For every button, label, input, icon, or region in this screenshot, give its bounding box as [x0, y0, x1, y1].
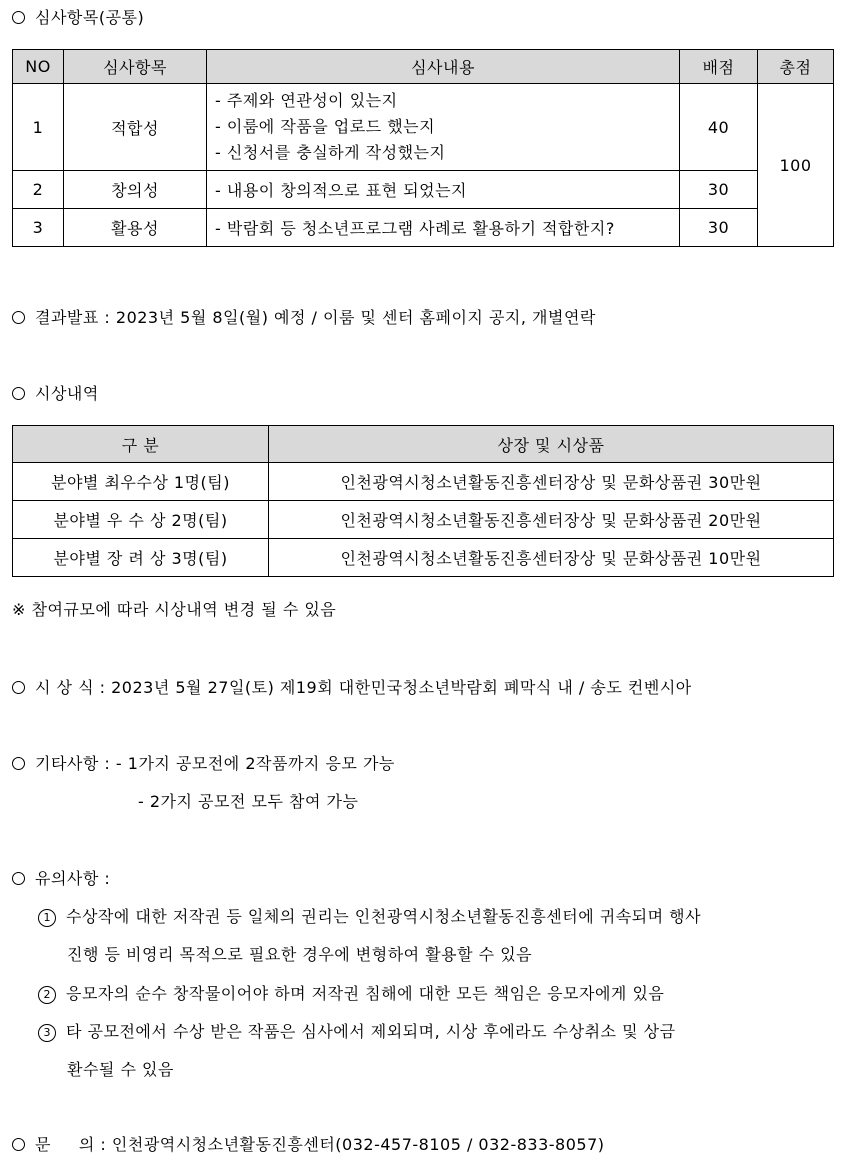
award-category: 분야별 장 려 상 3명(팀) [13, 539, 269, 577]
awards-title: 시상내역 [35, 384, 99, 403]
header-item: 심사항목 [64, 50, 207, 84]
row-item: 활용성 [64, 209, 207, 247]
table-row [13, 209, 834, 247]
row-content [207, 84, 680, 171]
circle-bullet-icon [12, 311, 25, 324]
row-content: - 박람회 등 청소년프로그램 사례로 활용하기 적합한지? [207, 209, 680, 247]
awards-heading [12, 383, 99, 405]
notice-label: 유의사항 : [35, 869, 111, 888]
notice-heading [12, 868, 110, 890]
award-category: 분야별 최우수상 1명(팀) [13, 463, 269, 501]
circle-bullet-icon [12, 872, 25, 885]
awards-table [12, 425, 834, 577]
etc-label: 기타사항 : [35, 754, 111, 773]
table-row [13, 539, 834, 577]
circled-number-icon: 3 [38, 1024, 56, 1042]
notice-line: 진행 등 비영리 목적으로 필요한 경우에 변형하여 활용할 수 있음 [67, 945, 533, 964]
criteria-table [12, 49, 834, 247]
circled-number-icon: 2 [38, 986, 56, 1004]
etc-heading [12, 753, 395, 775]
ceremony-text: 시 상 식 : 2023년 5월 27일(토) 제19회 대한민국청소년박람회 폐막식 내 / 송도 컨벤시아 [35, 678, 692, 697]
table-row [13, 463, 834, 501]
awards-note: ※ 참여규모에 따라 시상내역 변경 될 수 있음 [12, 600, 337, 619]
award-prize: 인천광역시청소년활동진흥센터장상 및 문화상품권 10만원 [269, 539, 834, 577]
notice-item [38, 906, 701, 928]
award-prize: 인천광역시청소년활동진흥센터장상 및 문화상품권 30만원 [269, 463, 834, 501]
circle-bullet-icon [12, 1138, 25, 1151]
circle-bullet-icon [12, 757, 25, 770]
row-no: 2 [13, 171, 64, 209]
header-category: 구 분 [13, 426, 269, 463]
ceremony-info [12, 677, 692, 699]
criteria-heading [12, 7, 144, 29]
circle-bullet-icon [12, 387, 25, 400]
result-text: 결과발표 : 2023년 5월 8일(월) 예정 / 이룸 및 센터 홈페이지 공지, 개별연락 [35, 308, 596, 327]
header-total: 총점 [758, 50, 834, 84]
circle-bullet-icon [12, 681, 25, 694]
header-prize: 상장 및 시상품 [269, 426, 834, 463]
notice-item [38, 1021, 676, 1043]
etc-item: - 1가지 공모전에 2작품까지 응모 가능 [115, 754, 395, 773]
notice-line: 수상작에 대한 저작권 등 일체의 권리는 인천광역시청소년활동진흥센터에 귀속되며 행사 [66, 907, 702, 926]
row-item: 적합성 [64, 84, 207, 171]
award-category: 분야별 우 수 상 2명(팀) [13, 501, 269, 539]
header-score: 배점 [680, 50, 758, 84]
etc-item: - 2가지 공모전 모두 참여 가능 [138, 792, 359, 811]
notice-line: 타 공모전에서 수상 받은 작품은 심사에서 제외되며, 시상 후에라도 수상취소 및 상금 [66, 1022, 676, 1041]
header-no: NO [13, 50, 64, 84]
table-row [13, 171, 834, 209]
circle-bullet-icon [12, 11, 25, 24]
row-score: 40 [680, 84, 758, 171]
circled-number-icon: 1 [38, 909, 56, 927]
total-score: 100 [758, 84, 834, 247]
notice-line: 환수될 수 있음 [67, 1060, 174, 1079]
content-line: - 주제와 연관성이 있는지 [215, 91, 398, 110]
row-score: 30 [680, 209, 758, 247]
header-content: 심사내용 [207, 50, 680, 84]
content-line: - 신청서를 충실하게 작성했는지 [215, 143, 446, 162]
result-announcement [12, 307, 596, 329]
row-no: 3 [13, 209, 64, 247]
notice-item [38, 983, 664, 1005]
row-no: 1 [13, 84, 64, 171]
criteria-title: 심사항목(공통) [35, 8, 145, 27]
contact-info [12, 1134, 605, 1156]
award-prize: 인천광역시청소년활동진흥센터장상 및 문화상품권 20만원 [269, 501, 834, 539]
row-score: 30 [680, 171, 758, 209]
content-line: - 이룸에 작품을 업로드 했는지 [215, 117, 436, 136]
row-content: - 내용이 창의적으로 표현 되었는지 [207, 171, 680, 209]
row-item: 창의성 [64, 171, 207, 209]
table-row [13, 501, 834, 539]
table-row [13, 84, 834, 171]
notice-line: 응모자의 순수 창작물이어야 하며 저작권 침해에 대한 모든 책임은 응모자에게 있음 [66, 984, 665, 1003]
contact-text: 문 의 : 인천광역시청소년활동진흥센터(032-457-8105 / 032-833-8057) [35, 1135, 605, 1154]
